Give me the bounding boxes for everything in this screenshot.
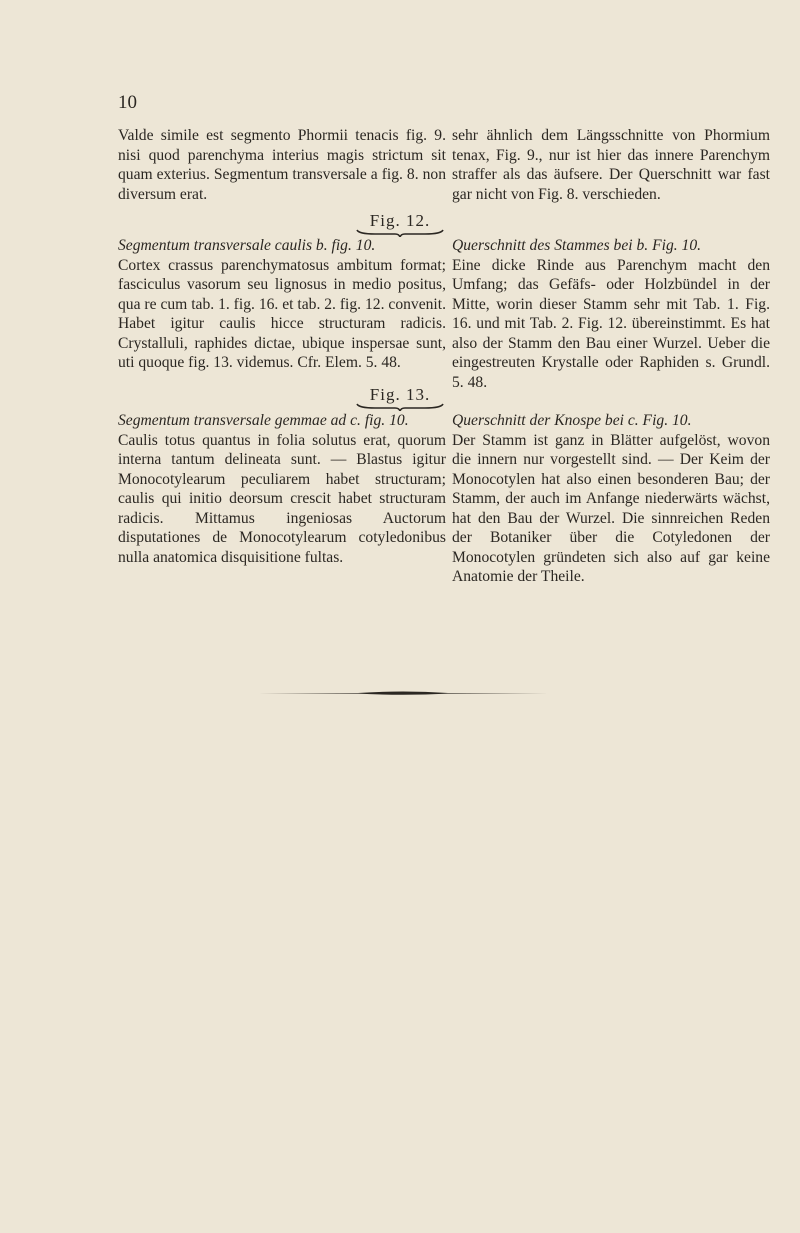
- fig-12-german-text: Eine dicke Rinde aus Parenchym macht den Umfang; das Gefäfs- oder Holzbündel in der Mitte, worin dieser Stamm sehr mit Tab. 1. Fig. 16. und mit Tab. 2. Fig. 12. übereinstimmt. Es hat also der Stamm den Bau einer Wurzel. Ueber die eingestreuten Krystalle oder Raphiden s. Grundl. 5. 48.: [452, 256, 770, 391]
- fig-12-label: Fig. 12.: [369, 211, 431, 230]
- fig-12-latin: [118, 236, 446, 373]
- fig-13-latin: [118, 411, 446, 567]
- fig-13-heading: [0, 385, 800, 411]
- closing-rule: [258, 690, 548, 696]
- fig-12-latin-text: Cortex crassus parenchymatosus ambitum format; fasciculus vasorum seu lignosus in medio positus, qua re cum tab. 1. fig. 16. et tab. 2. fig. 12. convenit. Habet igitur caulis hicce structuram radicis. Crystalluli, raphides dictae, ubique inspersae sunt, uti quoque fig. 13. videmus. Cfr. Elem. 5. 48.: [118, 256, 446, 371]
- fig-12-german: [452, 236, 770, 392]
- intro-latin: [118, 126, 446, 204]
- fig-13-latin-head: Segmentum transversale gemmae ad c. fig. 10.: [118, 412, 409, 429]
- intro-german: [452, 126, 770, 204]
- fig-12-latin-head: Segmentum transversale caulis b. fig. 10.: [118, 237, 376, 254]
- fig-12-heading: [0, 211, 800, 237]
- fig-13-german: [452, 411, 770, 587]
- fig-12-german-head: Querschnitt des Stammes bei b. Fig. 10.: [452, 237, 702, 254]
- fig-13-latin-text: Caulis totus quantus in folia solutus erat, quorum interna tantum delineata sunt. — Blastus igitur Monocotylearum peculiarem habet structuram; caulis qui initio deorsum crescit habet structuram radicis. Mittamus ingeniosas Auctorum disputationes de Monocotylearum cotyledonibus nulla anatomica disquisitione fultas.: [118, 431, 446, 566]
- intro-latin-text: Valde simile est segmento Phormii tenacis fig. 9. nisi quod parenchyma interius magis strictum sit quam exterius. Segmentum transversale a fig. 8. non diversum erat.: [118, 127, 446, 203]
- intro-german-text: sehr ähnlich dem Längsschnitte von Phormium tenax, Fig. 9., nur ist hier das innere Parenchym straffer als das äufsere. Der Querschnitt war fast gar nicht von Fig. 8. verschieden.: [452, 127, 770, 203]
- page-number: 10: [118, 92, 137, 113]
- fig-13-label: Fig. 13.: [369, 385, 431, 404]
- fig-13-german-head: Querschnitt der Knospe bei c. Fig. 10.: [452, 412, 692, 429]
- fig-13-german-text: Der Stamm ist ganz in Blätter aufgelöst, wovon die innern nur vorgestellt sind. — Der Keim der Monocotylen hat also einen besonderen Bau; der Stamm, der auch im Anfange niederwärts wächst, hat den Bau der Wurzel. Die sinnreichen Reden der Botaniker über die Cotyledonen der Monocotylen gründeten sich also auf gar keine Anatomie der Theile.: [452, 431, 770, 585]
